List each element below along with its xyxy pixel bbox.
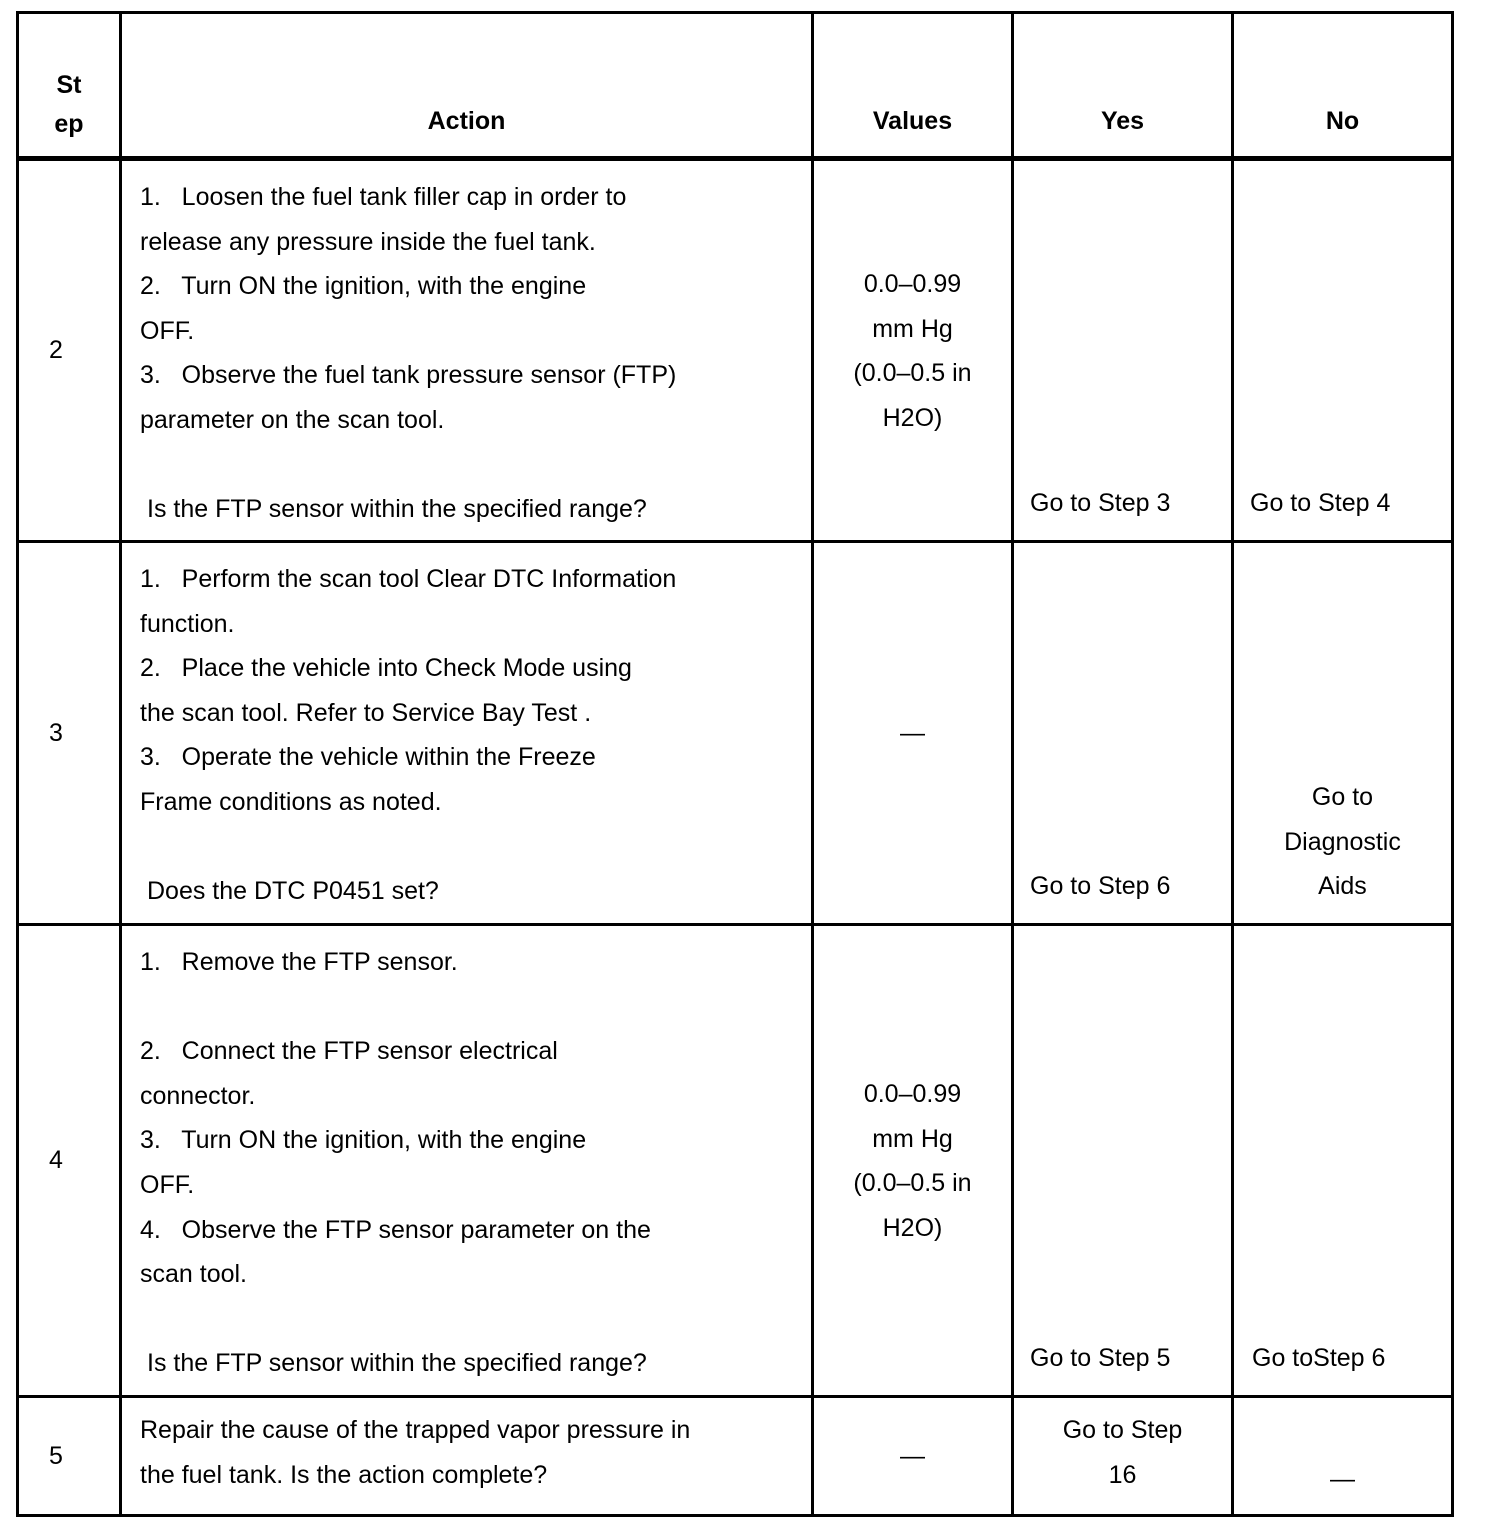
yes-cell <box>1013 925 1233 1397</box>
step-number: 5 <box>18 1397 121 1516</box>
values-line: H2O) <box>882 403 943 432</box>
table-row <box>18 925 1453 1397</box>
header-step <box>18 13 121 159</box>
header-action: Action <box>121 13 813 159</box>
yes-line: Go to Step 5 <box>1030 1344 1171 1373</box>
header-step-line: St <box>56 71 82 99</box>
action-line: 3. Turn ON the ignition, with the engine <box>140 1126 587 1155</box>
action-question: Is the FTP sensor within the specified range? <box>147 1349 647 1378</box>
action-line: connector. <box>140 1081 256 1110</box>
yes-line: 16 <box>1108 1460 1137 1489</box>
action-line: the scan tool. Refer to Service Bay Test . <box>140 698 592 727</box>
yes-line: Go to Step 6 <box>1030 872 1171 901</box>
no-line: Go to <box>1311 783 1374 812</box>
action-question: Does the DTC P0451 set? <box>147 877 439 906</box>
values-line: mm Hg <box>872 1124 953 1153</box>
action-line: 2. Turn ON the ignition, with the engine <box>140 272 587 301</box>
action-cell <box>121 925 813 1397</box>
values-cell <box>813 542 1013 925</box>
action-cell <box>121 159 813 542</box>
step-number: 2 <box>18 159 121 542</box>
action-line: Repair the cause of the trapped vapor pressure in <box>140 1416 691 1444</box>
spacer <box>140 985 791 1030</box>
no-line: Go to Step 4 <box>1250 489 1391 518</box>
action-line: 1. Loosen the fuel tank filler cap in order to <box>140 183 627 211</box>
header-step-line: ep <box>54 110 84 138</box>
action-line: OFF. <box>140 1170 195 1199</box>
action-line: scan tool. <box>140 1260 248 1289</box>
diagnostic-table <box>16 11 1454 1517</box>
step-number: 4 <box>18 925 121 1397</box>
action-line: 2. Connect the FTP sensor electrical <box>140 1037 558 1066</box>
yes-cell <box>1013 159 1233 542</box>
no-cell <box>1233 925 1453 1397</box>
values-line: (0.0–0.5 in <box>853 1169 972 1198</box>
header-yes: Yes <box>1013 13 1233 159</box>
no-line: Diagnostic <box>1284 827 1401 856</box>
step-number: 3 <box>18 542 121 925</box>
action-line: 1. Remove the FTP sensor. <box>140 948 458 976</box>
yes-line: Go to Step <box>1062 1416 1183 1444</box>
values-dash: — <box>900 718 925 747</box>
action-line: 4. Observe the FTP sensor parameter on the <box>140 1215 651 1244</box>
action-question: Is the FTP sensor within the specified range? <box>147 495 647 524</box>
values-line: 0.0–0.99 <box>863 270 962 298</box>
no-cell <box>1233 159 1453 542</box>
values-cell <box>813 1397 1013 1516</box>
yes-cell <box>1013 542 1233 925</box>
values-line: 0.0–0.99 <box>863 1080 962 1108</box>
yes-cell <box>1013 1397 1233 1516</box>
spacer <box>140 825 791 870</box>
yes-line: Go to Step 3 <box>1030 489 1171 518</box>
table-row <box>18 159 1453 542</box>
action-line: OFF. <box>140 316 195 345</box>
action-line: the fuel tank. Is the action complete? <box>140 1460 548 1489</box>
values-cell <box>813 925 1013 1397</box>
table-row <box>18 542 1453 925</box>
values-line: H2O) <box>882 1213 943 1242</box>
values-dash: — <box>900 1441 925 1470</box>
no-dash: — <box>1330 1465 1355 1494</box>
header-row <box>18 13 1453 159</box>
action-line: 3. Observe the fuel tank pressure sensor (FTP) <box>140 361 677 390</box>
values-cell <box>813 159 1013 542</box>
action-line: 3. Operate the vehicle within the Freeze <box>140 743 596 772</box>
no-cell <box>1233 542 1453 925</box>
action-cell <box>121 542 813 925</box>
spacer <box>140 443 791 488</box>
table-row <box>18 1397 1453 1516</box>
values-line: mm Hg <box>872 314 953 343</box>
action-line: Frame conditions as noted. <box>140 787 442 816</box>
no-line: Aids <box>1318 872 1367 901</box>
action-line: 2. Place the vehicle into Check Mode using <box>140 654 632 683</box>
header-no: No <box>1233 13 1453 159</box>
action-line: 1. Perform the scan tool Clear DTC Information <box>140 565 677 593</box>
spacer <box>140 1297 791 1342</box>
values-line: (0.0–0.5 in <box>853 359 972 388</box>
no-line: Go toStep 6 <box>1252 1344 1386 1373</box>
action-line: function. <box>140 609 235 638</box>
no-cell <box>1233 1397 1453 1516</box>
action-line: release any pressure inside the fuel tank. <box>140 227 596 256</box>
action-cell <box>121 1397 813 1516</box>
action-line: parameter on the scan tool. <box>140 405 445 434</box>
header-values: Values <box>813 13 1013 159</box>
